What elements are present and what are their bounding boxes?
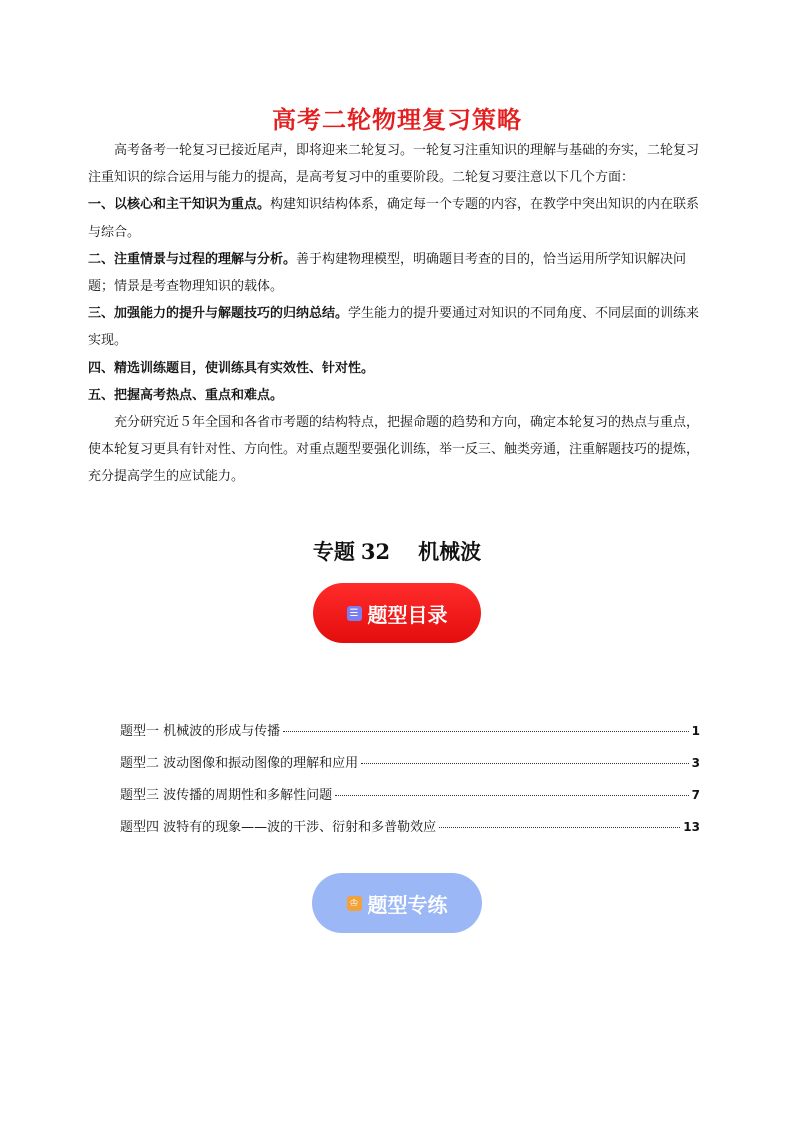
page-title: 高考二轮物理复习策略 — [272, 106, 522, 134]
toc-entry-page: 1 — [691, 724, 700, 738]
toc-entry-page: 3 — [691, 756, 700, 770]
trophy-icon: ♔ — [347, 896, 362, 911]
toc-entry-page: 13 — [683, 820, 700, 834]
strategy-point-heading: 一、以核心和主干知识为重点。 — [88, 197, 271, 213]
intro-paragraph: 高考备考一轮复习已接近尾声，即将迎来二轮复习。一轮复习注重知识的理解与基础的夯实，二轮复习注重知识的综合运用与能力的提高，是高考复习中的重要阶段。二轮复习要注意以下几个方面： — [88, 143, 700, 186]
toc-entry-label: 题型三 波传播的周期性和多解性问题 — [120, 788, 333, 803]
strategy-point-heading: 二、注重情景与过程的理解与分析。 — [88, 251, 297, 267]
toc-leader-dots — [439, 827, 680, 828]
topic-number: 32 — [360, 539, 391, 564]
topic-prefix: 专题 — [312, 539, 355, 564]
strategy-point-5 — [88, 382, 700, 409]
toc-entry-label: 题型四 波特有的现象——波的干涉、衍射和多普勒效应 — [120, 820, 437, 835]
table-of-contents — [120, 720, 700, 848]
toc-entry-page: 7 — [691, 788, 700, 802]
topic-title — [0, 536, 794, 566]
practice-heading-label: 题型专练 — [367, 892, 448, 917]
strategy-point-text: 学生能力的提升要通过对知识的不同角度、不同层面的训练来实现。 — [88, 306, 700, 349]
strategy-point-3 — [88, 300, 700, 354]
strategy-point-text: 善于构建物理模型，明确题目考查的目的，恰当运用所学知识解决问题；情景是考查物理知识的载体。 — [88, 251, 687, 295]
list-icon: ☰ — [347, 606, 362, 621]
toc-leader-dots — [335, 795, 689, 796]
toc-entry-label: 题型二 波动图像和振动图像的理解和应用 — [120, 756, 359, 771]
strategy-point-heading: 三、加强能力的提升与解题技巧的归纳总结。 — [88, 306, 349, 322]
toc-entry[interactable] — [120, 720, 700, 752]
toc-entry[interactable] — [120, 784, 700, 816]
strategy-point-text: 构建知识结构体系，确定每一个专题的内容，在教学中突出知识的内在联系与综合。 — [88, 197, 700, 240]
practice-heading-button[interactable] — [312, 873, 482, 933]
toc-entry[interactable] — [120, 752, 700, 784]
topic-name: 机械波 — [418, 539, 482, 564]
toc-entry-label: 题型一 机械波的形成与传播 — [120, 724, 281, 739]
intro-section — [88, 137, 700, 491]
toc-heading-button[interactable] — [313, 583, 481, 643]
closing-paragraph: 充分研究近５年全国和各省市考题的结构特点，把握命题的趋势和方向，确定本轮复习的热点与重点，使本轮复习更具有针对性、方向性。对重点题型要强化训练，举一反三、触类旁通，注重解题技巧的提炼，充分提高学生的应试能力。 — [88, 415, 700, 485]
strategy-point-heading: 四、精选训练题目，使训练具有实效性、针对性。 — [88, 360, 375, 376]
strategy-point-heading: 五、把握高考热点、重点和难点。 — [88, 387, 284, 403]
strategy-point-4 — [88, 355, 700, 382]
toc-entry[interactable] — [120, 816, 700, 848]
strategy-point-1 — [88, 191, 700, 245]
toc-heading-label: 题型目录 — [367, 602, 448, 627]
toc-leader-dots — [361, 763, 689, 764]
strategy-point-2 — [88, 246, 700, 300]
toc-leader-dots — [283, 731, 689, 732]
